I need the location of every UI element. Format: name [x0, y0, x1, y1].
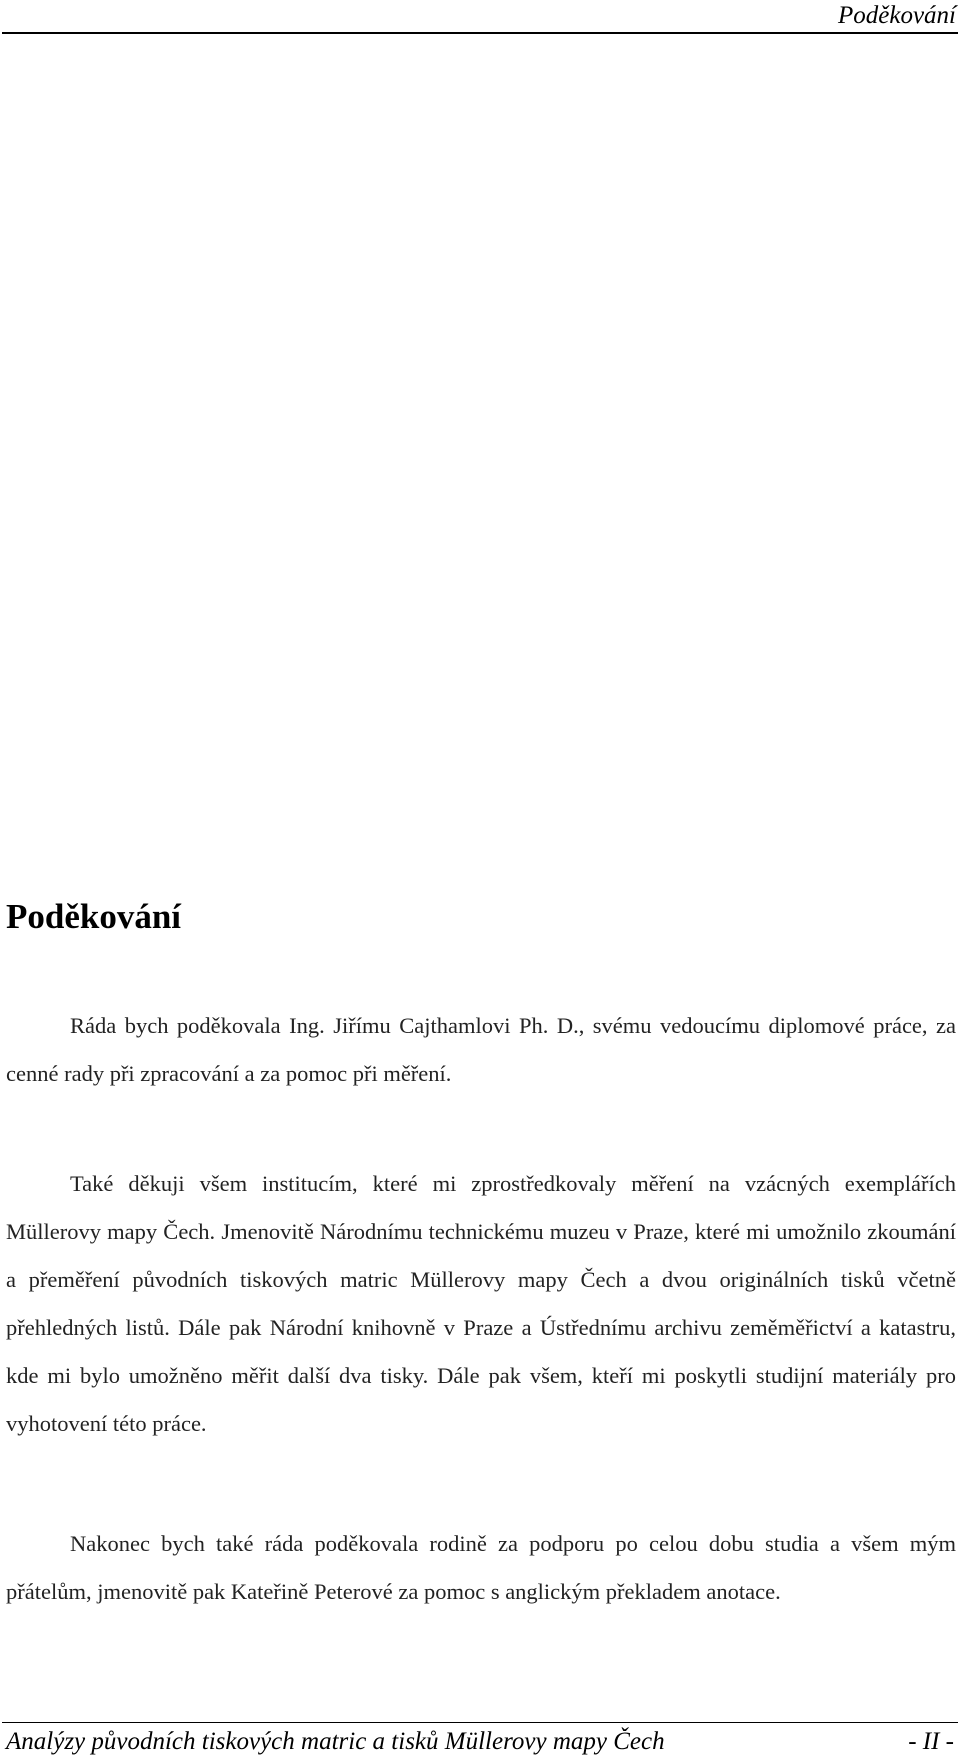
footer-document-title: Analýzy původních tiskových matric a tisků Müllerovy mapy Čech	[6, 1728, 665, 1755]
acknowledgement-paragraph-supervisor: Ráda bych poděkovala Ing. Jiřímu Cajthamlovi Ph. D., svému vedoucímu diplomové práce, za cenné rady při zpracování a za pomoc při měření.	[6, 1013, 956, 1086]
acknowledgement-paragraph-family: Nakonec bych také ráda poděkovala rodině za podporu po celou dobu studia a všem mým přátelům, jmenovitě pak Kateřině Peterové za pomoc s anglickým překladem anotace.	[6, 1531, 956, 1604]
page-heading: Poděkování	[6, 897, 182, 936]
page-header	[2, 0, 958, 34]
page-footer	[2, 1722, 958, 1759]
footer-page-number: - II -	[908, 1728, 954, 1755]
header-section-title: Poděkování	[837, 2, 956, 29]
acknowledgement-paragraph-institutions: Také děkuji všem institucím, které mi zprostředkovaly měření na vzácných exemplářích Müllerovy mapy Čech. Jmenovitě Národnímu technickému muzeu v Praze, které mi umožnilo zkoumání a přeměření původních tiskových matric Müllerovy mapy Čech a dvou originálních tisků včetně přehledných listů. Dále pak Národní knihovně v Praze a Ústřednímu archivu zeměměřictví a katastru, kde mi bylo umožněno měřit další dva tisky. Dále pak všem, kteří mi poskytli studijní materiály pro vyhotovení této práce.	[6, 1171, 956, 1436]
